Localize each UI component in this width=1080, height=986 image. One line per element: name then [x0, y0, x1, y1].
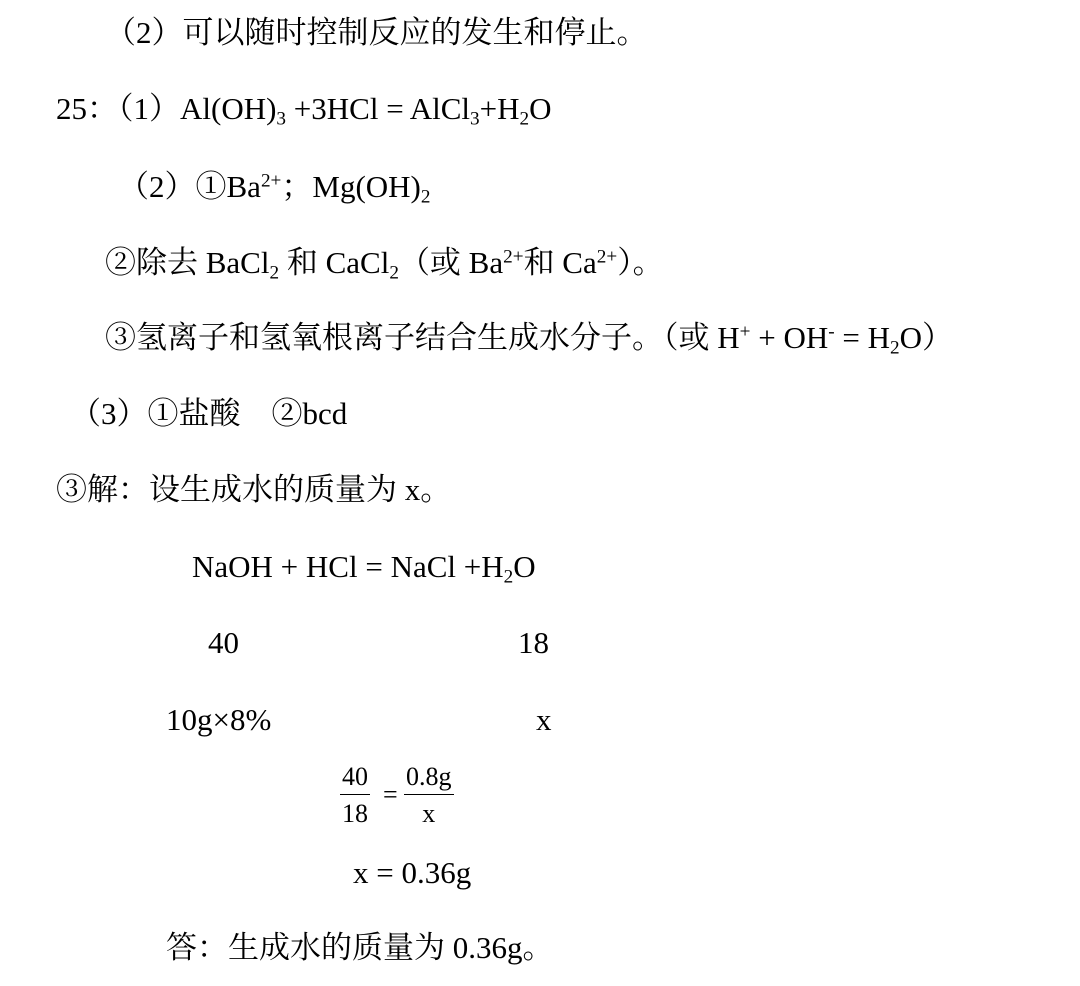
- text: ③解：设生成水的质量为 x。: [56, 472, 452, 507]
- answer-line: [166, 932, 554, 963]
- superscript: 2+: [596, 246, 618, 268]
- text: + OH: [750, 320, 829, 355]
- subscript: 2: [389, 262, 399, 284]
- subscript: 3: [276, 108, 287, 130]
- given-right: [536, 704, 552, 735]
- superscript: -: [828, 321, 835, 343]
- equation-part: +3HCl = AlCl: [286, 91, 471, 126]
- text: 18: [518, 625, 549, 660]
- fraction-right: [404, 764, 454, 827]
- line-25-2: [118, 169, 431, 208]
- equation-part: Al(OH): [180, 91, 277, 126]
- fraction-numerator: 40: [342, 762, 368, 791]
- text: = H: [834, 320, 891, 355]
- subscript: 2: [503, 566, 514, 588]
- subscript: 3: [470, 108, 480, 130]
- text: （2）①Ba: [118, 169, 261, 204]
- question-label: 25：（1）: [56, 91, 180, 126]
- text: =: [383, 780, 398, 809]
- text: O）: [899, 320, 954, 355]
- text: O: [513, 549, 536, 584]
- equation-part: +H: [479, 91, 520, 126]
- subscript: 2: [519, 108, 530, 130]
- line-25-3: [70, 398, 347, 429]
- text: 40: [208, 625, 239, 660]
- superscript: 2+: [260, 170, 282, 192]
- result-line: [353, 857, 471, 888]
- text: 10g×8%: [166, 702, 272, 737]
- text: （3）①盐酸 ②bcd: [70, 396, 348, 431]
- subscript: 2: [420, 186, 431, 208]
- subscript: 2: [269, 262, 280, 284]
- molar-mass-left: [208, 627, 239, 658]
- text: ）。: [617, 245, 664, 280]
- text: x = 0.36g: [353, 855, 472, 890]
- molar-mass-right: [518, 627, 549, 658]
- line-24-2: [105, 17, 648, 48]
- text: 和 CaCl: [279, 245, 390, 280]
- text: 答：生成水的质量为 0.36g。: [166, 930, 554, 965]
- fraction-equals: [383, 782, 398, 808]
- subscript: 2: [890, 337, 900, 359]
- reaction-equation: [192, 549, 536, 588]
- superscript: +: [739, 321, 751, 343]
- text: NaOH + HCl = NaCl +H: [192, 549, 504, 584]
- equation-part: O: [529, 91, 552, 126]
- fraction-denominator: 18: [342, 799, 368, 828]
- text: （2）可以随时控制反应的发生和停止。: [105, 15, 648, 50]
- text: （或 Ba: [398, 245, 504, 280]
- text: ；Mg(OH): [281, 169, 421, 204]
- superscript: 2+: [503, 246, 524, 268]
- line-25-1: [56, 91, 552, 130]
- line-25-3c: [56, 474, 451, 505]
- text: ②除去 BaCl: [105, 245, 270, 280]
- fraction-left: [340, 764, 370, 827]
- fraction-numerator: 0.8g: [406, 762, 452, 791]
- text: ③氢离子和氢氧根离子结合生成水分子。（或 H: [105, 320, 740, 355]
- line-25-2c: [105, 320, 954, 359]
- text: x: [536, 702, 552, 737]
- line-25-2b: [105, 245, 664, 284]
- fraction-denominator: x: [422, 799, 436, 828]
- text: 和 Ca: [523, 245, 597, 280]
- given-left: [166, 704, 271, 735]
